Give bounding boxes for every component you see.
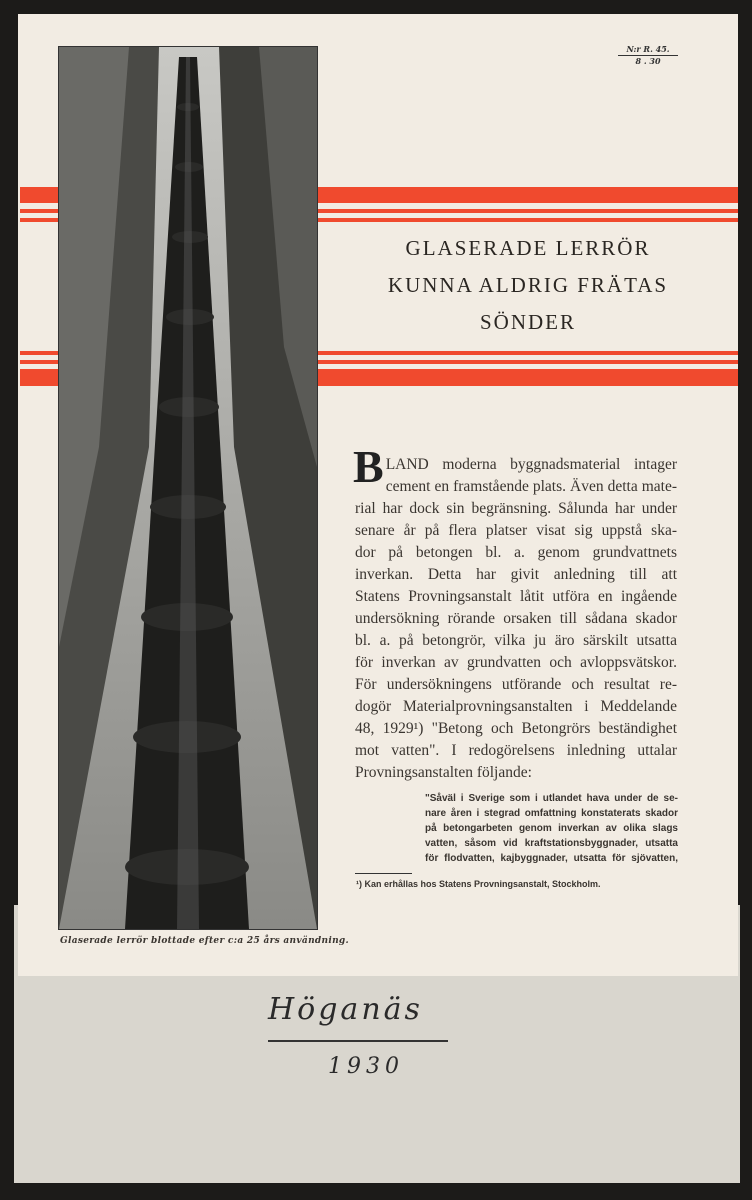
quotation — [425, 791, 678, 866]
body-line: cement en framstående plats. Även detta mate- — [385, 478, 677, 495]
photo-caption: Glaserade lerrör blottade efter c:a 25 års användning. — [60, 936, 349, 946]
footnote-divider — [355, 873, 412, 874]
drop-cap: B — [353, 441, 384, 492]
quote-line: på betongarbeten genom inverkan av olika slags — [425, 823, 678, 834]
body-line: rial har dock sin begränsning. Sålunda har under — [355, 500, 677, 517]
body-line: dogör Materialprovningsanstalten i Meddelande — [355, 698, 677, 715]
red-band-left-top — [20, 187, 58, 223]
red-band-right-bottom — [318, 351, 738, 387]
body-line: mot vatten". I redogörelsens inledning uttalar — [355, 742, 677, 759]
body-line: För undersökningens utförande och resultat re- — [355, 676, 677, 693]
body-line: 48, 1929¹) "Betong och Betongrörs beständighet — [355, 720, 677, 737]
handwritten-place: Höganäs — [268, 992, 423, 1027]
headline — [318, 230, 738, 341]
body-line: LAND moderna byggnadsmaterial intager — [385, 456, 677, 473]
red-band-left-bottom — [20, 351, 58, 387]
handwritten-year: 1930 — [328, 1054, 404, 1079]
body-line: bl. a. på betongrör, vilka ju äro särskilt utsatta — [355, 632, 677, 649]
article-body — [353, 441, 677, 784]
red-band-right-top — [318, 187, 738, 223]
body-line: senare år på flera platser visat sig uppstå ska- — [355, 522, 677, 539]
body-line: dor på betongen bl. a. genom grundvattnets — [355, 544, 677, 561]
quote-line: vatten, såsom vid kraftstationsbyggnader, utsatta — [425, 838, 678, 849]
ref-number: N:r R. 45. — [618, 44, 678, 56]
headline-line: SÖNDER — [479, 310, 576, 334]
quote-line: "Såväl i Sverige som i utlandet hava under de se- — [425, 793, 678, 804]
ref-date: 8 . 30 — [635, 56, 661, 66]
document-page — [18, 14, 738, 976]
pipe-trench-photo — [58, 46, 318, 930]
reference-number — [618, 44, 678, 66]
quote-line: nare åren i stegrad omfattning konstaterats skador — [425, 808, 678, 819]
body-line: Statens Provningsanstalt låtit utföra en ingående — [355, 588, 677, 605]
body-line: undersökning rörande orsaken till sådana skador — [355, 610, 677, 627]
handwritten-underline — [268, 1040, 448, 1042]
headline-line: GLASERADE LERRÖR — [405, 236, 651, 260]
quote-line: för flodvatten, kajbyggnader, utsatta för sjövatten, — [425, 853, 678, 864]
body-line: inverkan. Detta har givit anledning till att — [355, 566, 677, 583]
body-line: Provningsanstalten följande: — [355, 764, 532, 781]
footnote: ¹) Kan erhållas hos Statens Provningsanstalt, Stockholm. — [356, 879, 601, 889]
body-line: för inverkan av grundvatten och avloppsvätskor. — [355, 654, 677, 671]
headline-line: KUNNA ALDRIG FRÄTAS — [387, 273, 669, 297]
